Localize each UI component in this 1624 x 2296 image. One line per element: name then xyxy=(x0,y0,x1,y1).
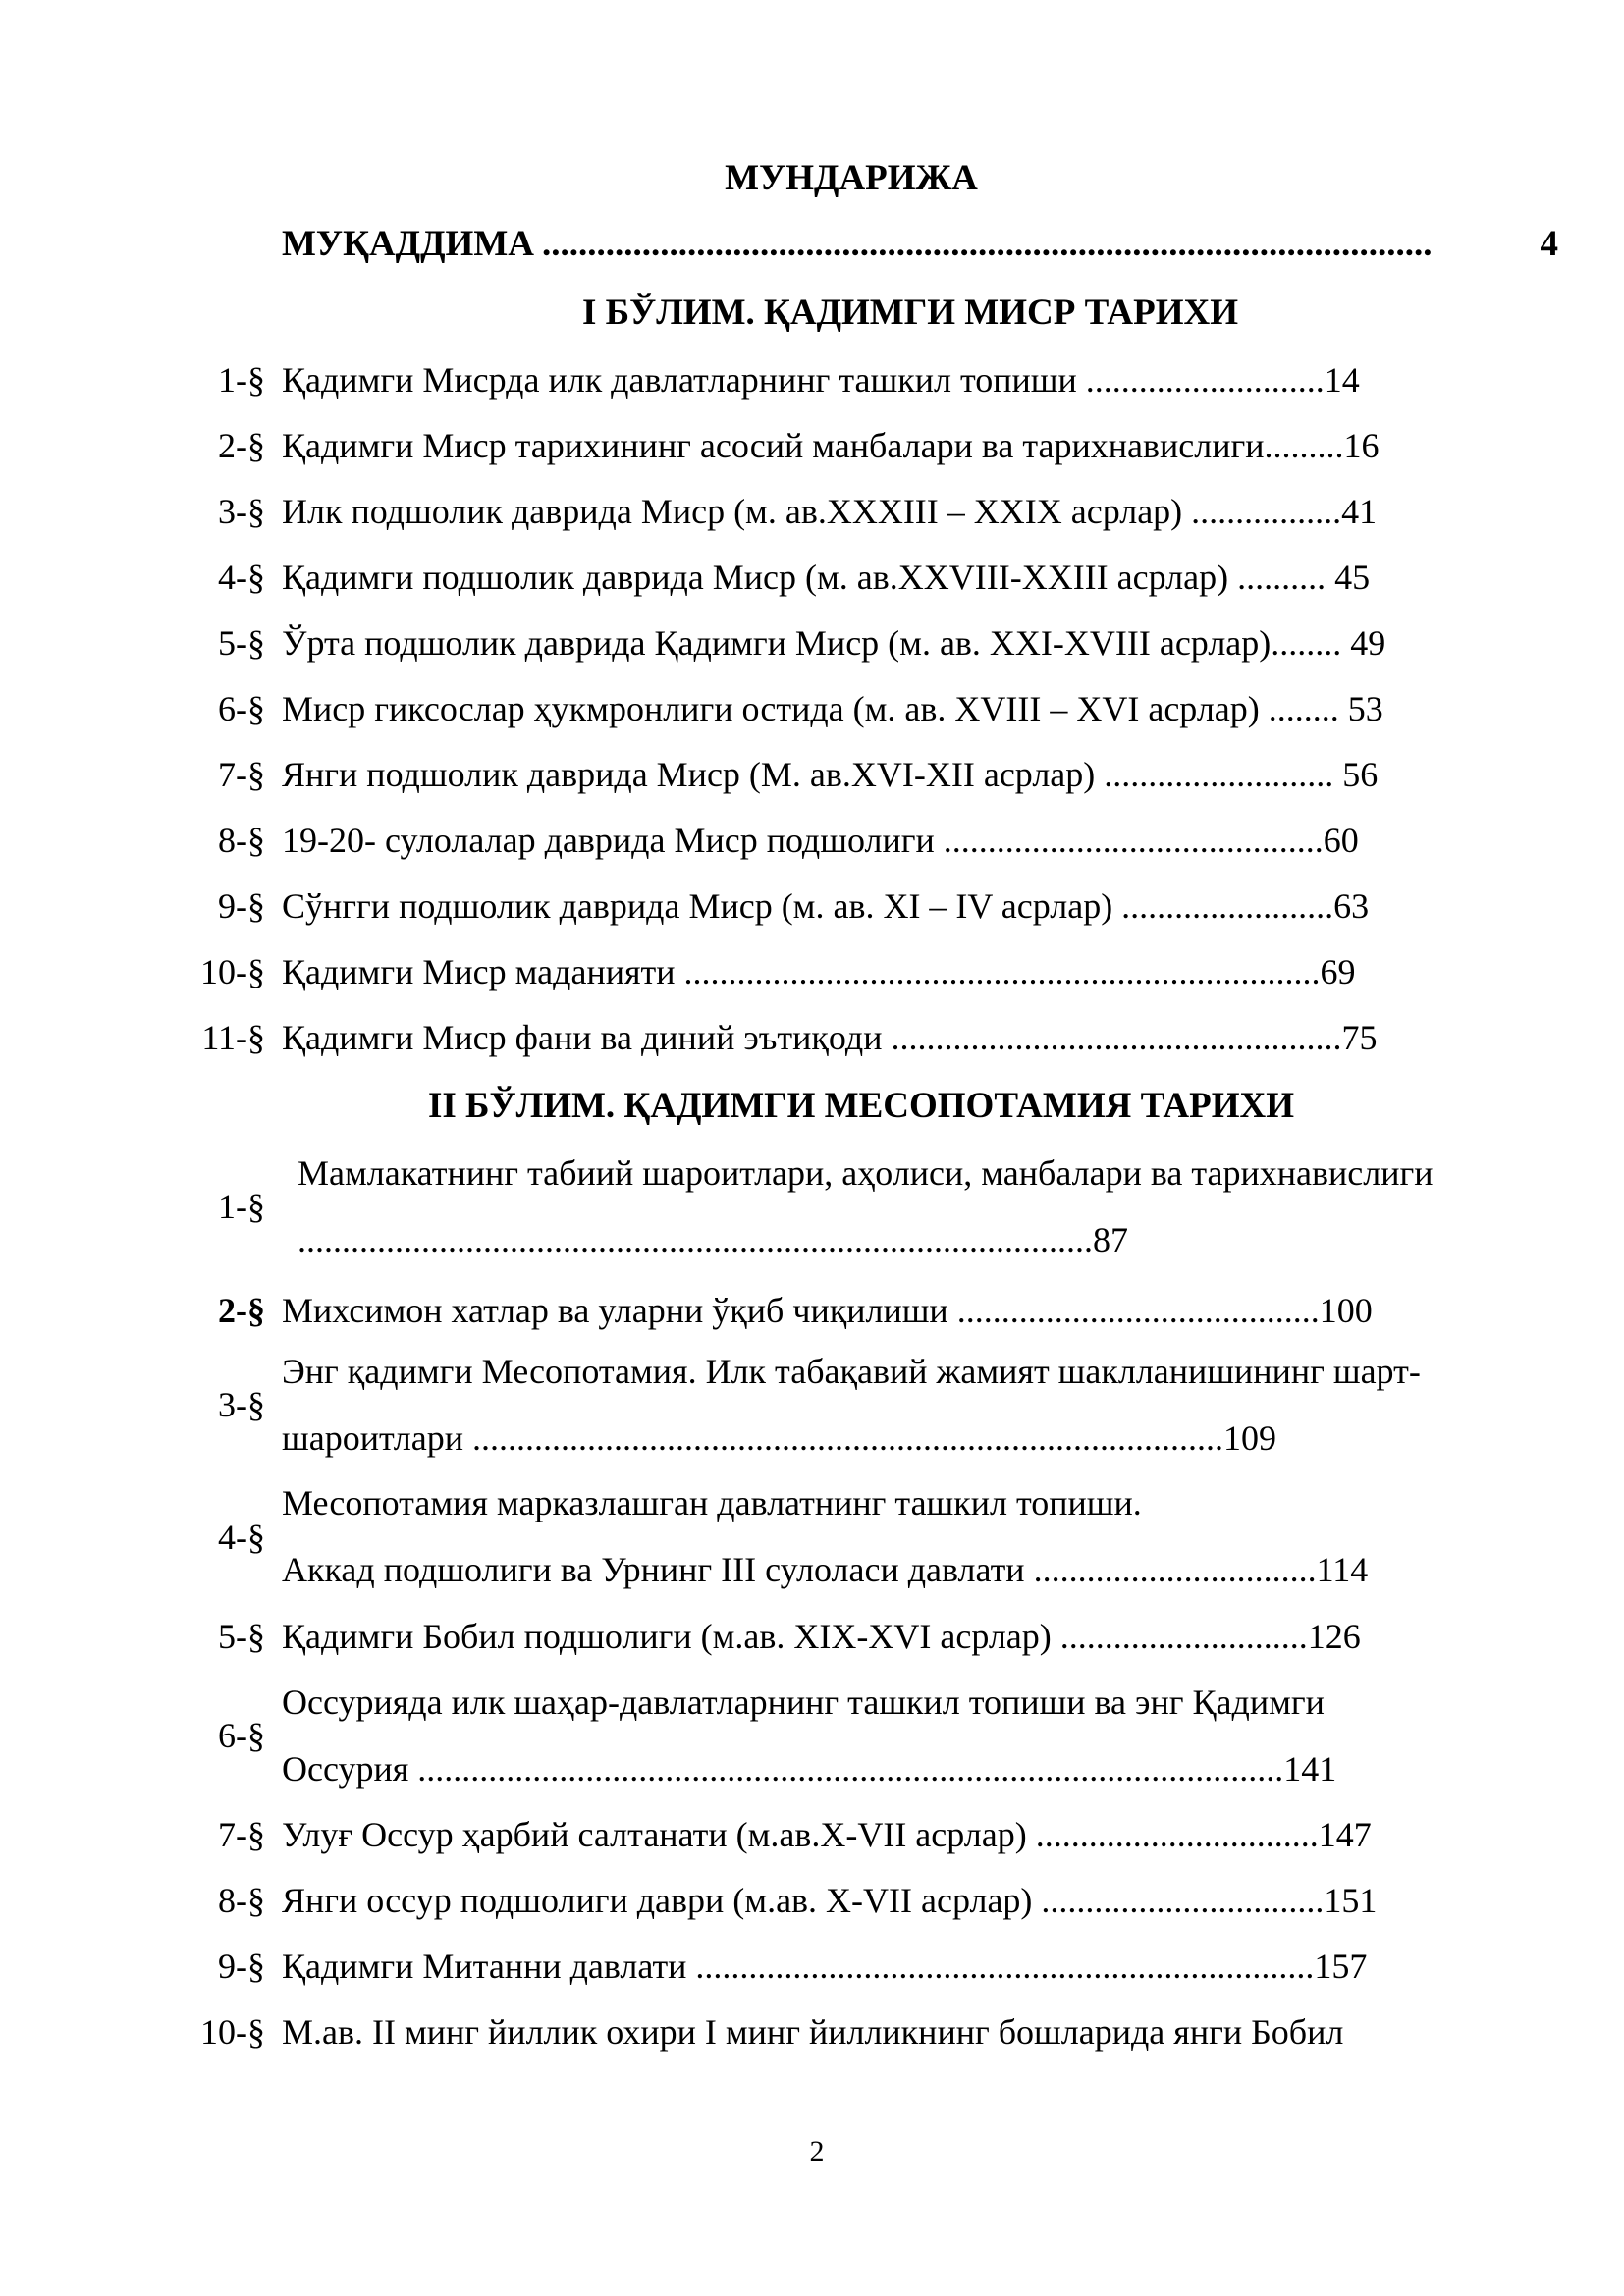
toc-entry-number: 11-§ xyxy=(201,1018,265,1057)
toc-entry-link[interactable]: Сўнгги подшолик даврида Миср (м. ав. XI – IV асрлар) ........................63 xyxy=(282,886,1370,926)
intro-leader-dots: .................................................................................................. xyxy=(541,224,1433,264)
toc-entry-link[interactable]: Улуғ Оссур ҳарбий салтанати (м.ав.X-VII асрлар) ................................147 xyxy=(282,1815,1372,1854)
toc-entry-link[interactable]: Қадимги Митанни давлати ......................................................................157 xyxy=(282,1947,1368,1986)
toc-entry-link[interactable]: Михсимон хатлар ва уларни ўқиб чиқилиши .........................................100 xyxy=(282,1291,1373,1330)
toc-entry-link[interactable]: Қадимги Бобил подшолиги (м.ав. XIX-XVI асрлар) ............................126 xyxy=(282,1617,1361,1656)
toc-entry-link[interactable]: Мамлакатнинг табиий шароитлари, аҳолиси, манбалари ва тарихнавислиги xyxy=(298,1153,1434,1193)
toc-entry-link[interactable]: ..........................................................................................87 xyxy=(298,1220,1128,1259)
toc-entry-number: 9-§ xyxy=(218,1947,265,1986)
toc-entry-number: 2-§ xyxy=(218,1291,265,1330)
toc-entry-number: 4-§ xyxy=(218,1518,265,1557)
toc-entry-number: 5-§ xyxy=(218,623,265,663)
toc-entry-link[interactable]: Миср гиксослар ҳукмронлиги остида (м. ав. XVIII – XVI асрлар) ........ 53 xyxy=(282,689,1383,728)
toc-entry-number: 7-§ xyxy=(218,755,265,794)
intro-page-number: 4 xyxy=(1540,224,1558,264)
toc-entry-number: 8-§ xyxy=(218,821,265,860)
toc-entry-link[interactable]: Қадимги Миср маданияти ........................................................................69 xyxy=(282,952,1356,991)
intro-label: МУҚАДДИМА xyxy=(282,224,534,264)
toc-entry-number: 10-§ xyxy=(200,952,265,991)
toc-entry-link[interactable]: Ўрта подшолик даврида Қадимги Миср (м. ав. XXI-XVIII асрлар)........ 49 xyxy=(282,623,1386,663)
part-1-title-rest: . ҚАДИМГИ МИСР ТАРИХИ xyxy=(745,293,1239,333)
toc-entry-link[interactable]: Қадимги Миср фани ва диний эътиқоди ...................................................75 xyxy=(282,1018,1378,1057)
toc-entry-link[interactable]: шароитлари .....................................................................................109 xyxy=(282,1418,1277,1458)
toc-entry-link[interactable]: Оссурияда илк шаҳар-давлатларнинг ташкил топиши ва энг Қадимги xyxy=(282,1682,1325,1722)
toc-entry-link[interactable]: Энг қадимги Месопотамия. Илк табақавий жамият шаклланишининг шарт- xyxy=(282,1352,1421,1391)
toc-entry-link[interactable]: Оссурия ..................................................................................................141 xyxy=(282,1749,1337,1789)
toc-entry-number: 3-§ xyxy=(218,492,265,531)
toc-entry-link[interactable]: Қадимги Мисрда илк давлатларнинг ташкил топиши ...........................14 xyxy=(282,360,1360,400)
toc-entry-link[interactable]: М.ав. II минг йиллик охири I минг йилликнинг бошларида янги Бобил xyxy=(282,2012,1344,2052)
toc-entry-number: 3-§ xyxy=(218,1385,265,1424)
page-number: 2 xyxy=(809,2135,825,2167)
toc-entry-link[interactable]: Қадимги подшолик даврида Миср (м. ав.XXVIII-XXIII асрлар) .......... 45 xyxy=(282,558,1371,597)
toc-entry-number: 4-§ xyxy=(218,558,265,597)
toc-entry-number: 7-§ xyxy=(218,1815,265,1854)
toc-entry-number: 9-§ xyxy=(218,886,265,926)
toc-entry-number: 1-§ xyxy=(218,360,265,400)
toc-entry-number: 6-§ xyxy=(218,689,265,728)
toc-entry-number: 1-§ xyxy=(218,1187,265,1226)
toc-entry-number: 6-§ xyxy=(218,1716,265,1755)
toc-entry-number: 5-§ xyxy=(218,1617,265,1656)
part-1-title xyxy=(0,292,1624,334)
toc-entry-number: 10-§ xyxy=(200,2012,265,2052)
toc-entry-number: 2-§ xyxy=(218,426,265,465)
toc-entry-link[interactable]: Аккад подшолиги ва Урнинг III сулоласи давлати ................................114 xyxy=(282,1550,1369,1589)
part-2-title: II БЎЛИМ. ҚАДИМГИ МЕСОПОТАМИЯ ТАРИХИ xyxy=(427,1086,1295,1126)
toc-entry-link[interactable]: 19-20- сулолалар даврида Миср подшолиги ...........................................60 xyxy=(282,821,1359,860)
toc-entry-link[interactable]: Месопотамия марказлашган давлатнинг ташкил топиши. xyxy=(282,1483,1142,1522)
toc-entry-link[interactable]: Янги подшолик даврида Миср (М. ав.XVI-XII асрлар) .......................... 56 xyxy=(282,755,1379,794)
toc-intro-entry[interactable] xyxy=(282,223,1558,265)
toc-entry-link[interactable]: Қадимги Миср тарихининг асосий манбалари ва тарихнавислиги.........16 xyxy=(282,426,1380,465)
toc-heading: МУНДАРИЖА xyxy=(725,158,978,198)
toc-entry-link[interactable]: Янги оссур подшолиги даври (м.ав. X-VII асрлар) ................................151 xyxy=(282,1881,1378,1920)
toc-entry-link[interactable]: Илк подшолик даврида Миср (м. ав.XXXIII – XXIX асрлар) .................41 xyxy=(282,492,1378,531)
part-1-title-main: I БЎЛИМ xyxy=(581,293,746,333)
toc-entry-number: 8-§ xyxy=(218,1881,265,1920)
